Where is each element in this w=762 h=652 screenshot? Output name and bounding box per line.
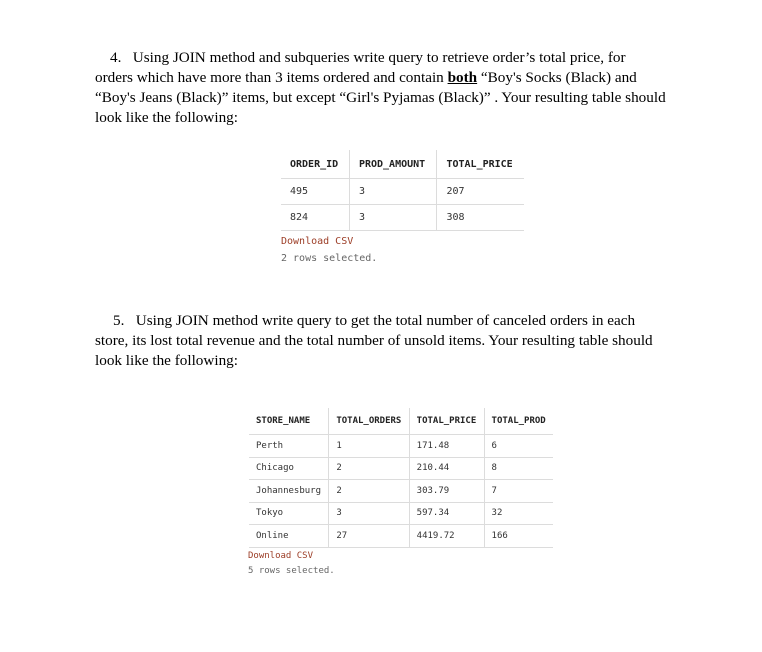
table-cell: 4419.72 bbox=[409, 525, 484, 548]
question-5-line-1: Using JOIN method write query to get the total number of canceled orders in each bbox=[135, 312, 636, 329]
table-cell: 3 bbox=[349, 205, 437, 231]
question-5 bbox=[95, 311, 653, 371]
table-header-row bbox=[249, 408, 553, 435]
table-row bbox=[249, 525, 553, 548]
table-row bbox=[249, 435, 553, 458]
table-cell: 207 bbox=[437, 179, 524, 205]
column-header: ORDER_ID bbox=[281, 150, 349, 179]
table-cell: Online bbox=[249, 525, 329, 548]
column-header: STORE_NAME bbox=[249, 408, 329, 435]
table-row bbox=[249, 480, 553, 503]
table-cell: Johannesburg bbox=[249, 480, 329, 503]
table-cell: 597.34 bbox=[409, 502, 484, 525]
table-cell: 8 bbox=[484, 457, 553, 480]
table-cell: 32 bbox=[484, 502, 553, 525]
table-row bbox=[281, 179, 524, 205]
table-cell: 6 bbox=[484, 435, 553, 458]
column-header: PROD_AMOUNT bbox=[349, 150, 437, 179]
table-cell: 3 bbox=[349, 179, 437, 205]
question-4-number: 4. bbox=[110, 49, 122, 66]
column-header: TOTAL_PROD bbox=[484, 408, 553, 435]
question-4-line-3: “Boy's Jeans (Black)” items, but except “Girl's Pyjamas (Black)” . Your resulting table should bbox=[95, 89, 666, 106]
table-cell: 166 bbox=[484, 525, 553, 548]
question-4-line-2-c: “Boy's Socks (Black) and bbox=[477, 69, 637, 86]
table-cell: Tokyo bbox=[249, 502, 329, 525]
table-cell: 2 bbox=[329, 480, 409, 503]
canceled-orders-table bbox=[249, 408, 553, 548]
order-price-table bbox=[281, 150, 524, 231]
table-cell: 1 bbox=[329, 435, 409, 458]
table-cell: 303.79 bbox=[409, 480, 484, 503]
column-header: TOTAL_PRICE bbox=[437, 150, 524, 179]
question-4 bbox=[95, 48, 666, 128]
table-cell: Chicago bbox=[249, 457, 329, 480]
table-cell: 3 bbox=[329, 502, 409, 525]
download-csv-link[interactable]: Download CSV bbox=[281, 236, 354, 247]
table-row bbox=[249, 502, 553, 525]
column-header: TOTAL_ORDERS bbox=[329, 408, 409, 435]
rows-selected-text: 2 rows selected. bbox=[281, 253, 378, 264]
table-cell: 7 bbox=[484, 480, 553, 503]
question-4-line-4: look like the following: bbox=[95, 109, 238, 126]
table-cell: 495 bbox=[281, 179, 349, 205]
table-header-row bbox=[281, 150, 524, 179]
table-cell: 2 bbox=[329, 457, 409, 480]
table-row bbox=[281, 205, 524, 231]
rows-selected-text: 5 rows selected. bbox=[248, 566, 335, 576]
question-4-emphasis-both: both bbox=[447, 69, 478, 86]
question-4-line-2-a: orders which have more than 3 items ordered and contain bbox=[95, 69, 448, 86]
download-csv-link[interactable]: Download CSV bbox=[248, 551, 314, 561]
question-5-number: 5. bbox=[113, 312, 125, 329]
table-cell: 308 bbox=[437, 205, 524, 231]
table-cell: 27 bbox=[329, 525, 409, 548]
question-5-line-2: store, its lost total revenue and the total number of unsold items. Your resulting table should bbox=[95, 332, 653, 349]
question-5-line-3: look like the following: bbox=[95, 352, 238, 369]
table-cell: 171.48 bbox=[409, 435, 484, 458]
table-cell: 210.44 bbox=[409, 457, 484, 480]
table-cell: 824 bbox=[281, 205, 349, 231]
question-4-line-1: Using JOIN method and subqueries write query to retrieve order’s total price, for bbox=[132, 49, 626, 66]
table-cell: Perth bbox=[249, 435, 329, 458]
column-header: TOTAL_PRICE bbox=[409, 408, 484, 435]
table-row bbox=[249, 457, 553, 480]
